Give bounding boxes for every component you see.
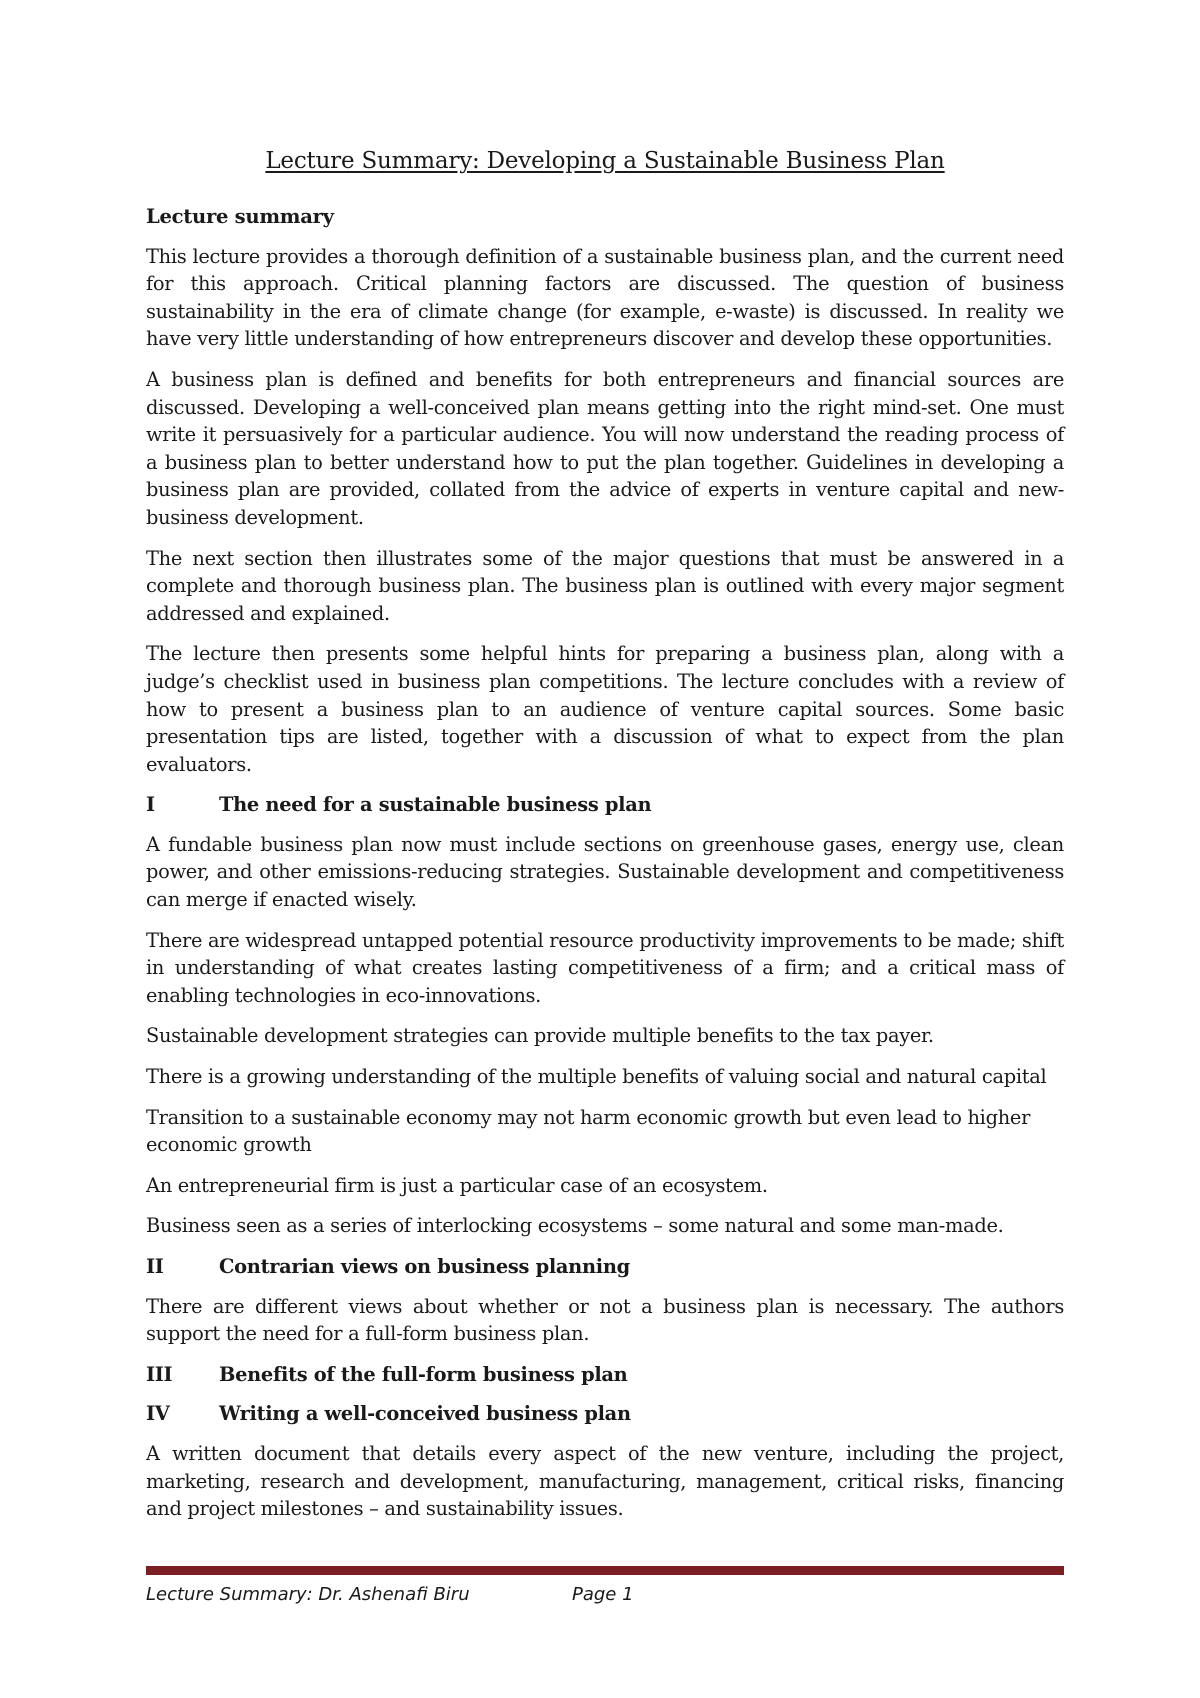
section-paragraph: There is a growing understanding of the multiple benefits of valuing social and natural capital [146,1065,1047,1089]
section-title: The need for a sustainable business plan [219,793,652,817]
intro-paragraph: The next section then illustrates some of the major questions that must be answered in a complete and thorough business plan. The business plan is outlined with every major segment addressed and explained. [146,546,1064,625]
intro-paragraph: This lecture provides a thorough definition of a sustainable business plan, and the current need for this approach. Critical planning factors are discussed. The question of business sustainability in the era of climate change (for example, e-waste) is discussed. In reality we have very little understanding of how entrepreneurs discover and develop these opportunities. [146,244,1064,351]
section-heading-1 [146,791,1064,819]
section-paragraph: There are widespread untapped potential resource productivity improvements to be made; shift in understanding of what creates lasting competitiveness of a firm; and a critical mass of enabling technologies in eco-innovations. [146,928,1064,1007]
section-title: Benefits of the full-form business plan [219,1362,628,1386]
section-paragraph: An entrepreneurial firm is just a particular case of an ecosystem. [146,1173,768,1197]
section-number: I [146,793,155,817]
section-number: III [146,1362,173,1386]
section-paragraph: A fundable business plan now must include sections on greenhouse gases, energy use, clean power, and other emissions-reducing strategies. Sustainable development and competitiveness can merge if enacted wisely. [146,832,1064,912]
section-paragraph: Business seen as a series of interlocking ecosystems – some natural and some man-made. [146,1214,1004,1238]
intro-paragraph: A business plan is defined and benefits for both entrepreneurs and financial sources are discussed. Developing a well-conceived plan means getting into the right mind-set. One must write it persuasively for a particular audience. You will now understand the reading process of a business plan to better understand how to put the plan together. Guidelines in developing a business plan are provided, collated from the advice of experts in venture capital and new-business development. [146,367,1064,529]
section-title: Contrarian views on business planning [219,1255,630,1278]
intro-paragraph: The lecture then presents some helpful hints for preparing a business plan, along with a judge’s checklist used in business plan competitions. The lecture concludes with a review of how to present a business plan to an audience of venture capital sources. Some basic presentation tips are listed, together with a discussion of what to expect from the plan evaluators. [146,642,1064,776]
section-number: II [146,1255,164,1278]
footer-author: Lecture Summary: Dr. Ashenafi Biru [146,1584,470,1605]
footer-divider [146,1566,1064,1575]
section-number: IV [146,1402,170,1426]
section-heading-3 [146,1361,1064,1389]
section-heading-2 [146,1253,1064,1281]
section-paragraph: Sustainable development strategies can provide multiple benefits to the tax payer. [146,1024,934,1048]
document-title: Lecture Summary: Developing a Sustainable Business Plan [265,148,945,174]
section-paragraph: Transition to a sustainable economy may not harm economic growth but even lead to higher economic growth [146,1105,1031,1157]
section-paragraph: A written document that details every aspect of the new venture, including the project, marketing, research and development, manufacturing, management, critical risks, financing and project milestones – and sustainability issues. [146,1441,1064,1521]
section-heading-4 [146,1400,1064,1428]
document-body [146,203,1064,1536]
section-paragraph: There are different views about whether or not a business plan is necessary. The authors support the need for a full-form business plan. [146,1294,1064,1346]
section-title: Writing a well-conceived business plan [219,1402,631,1426]
footer-page-number: Page 1 [572,1584,634,1605]
subheading-lecture-summary: Lecture summary [146,205,334,228]
